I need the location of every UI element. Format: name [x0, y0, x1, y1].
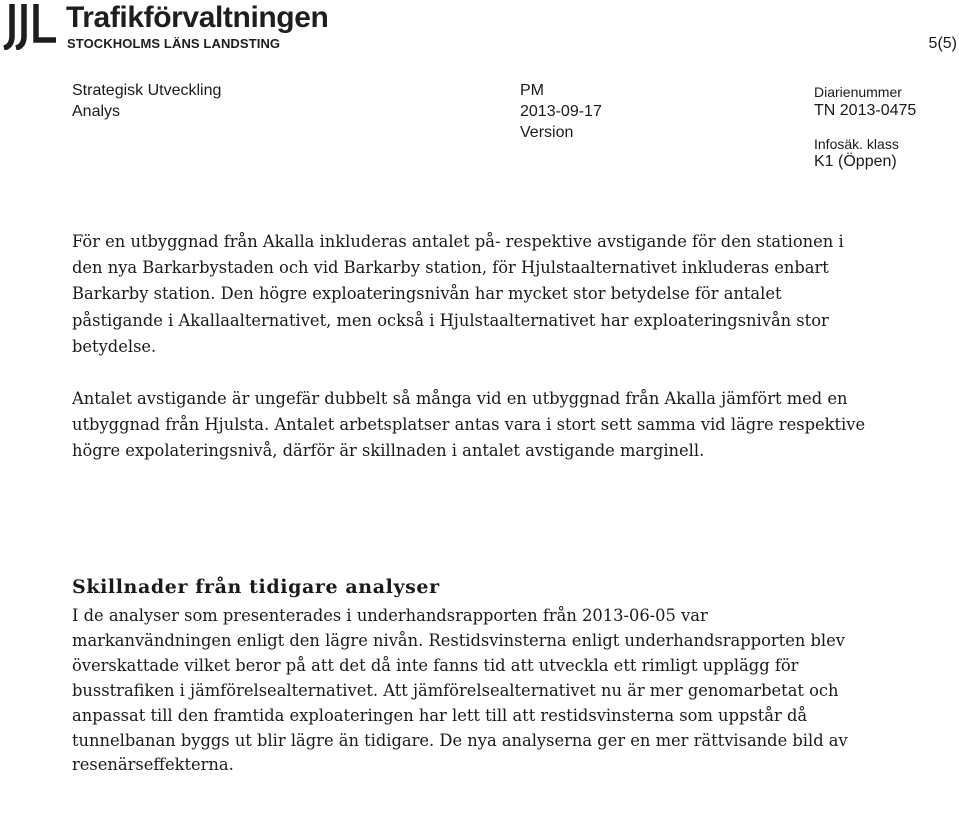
section-paragraph: I de analyser som presenterades i underhandsrapporten från 2013-06-05 var markanvändningen enligt den lägre nivån. Restidsvinsterna enligt underhandsrapporten blev överskattade vilket beror på att det då inte fanns tid att utveckla ett rimligt upplägg för busstrafiken i jämförelsealternativet. Att jämförelsealternativet nu är mer genomarbetat och anpassat till den framtida exploateringen har lett till att restidsvinsterna som uppstår då tunnelbanan byggs ut blir lägre än tidigare. De nya analyserna ger en mer rättvisande bild av resenärseffekterna. [72, 606, 848, 775]
header-infosak-value: K1 (Öppen) [814, 153, 897, 170]
trafikforvaltningen-logo-icon [2, 2, 58, 50]
header-diarienummer: TN 2013-0475 [814, 102, 917, 119]
header-doc-type: Analys [72, 103, 121, 120]
section-heading: Skillnader från tidigare analyser [72, 576, 440, 598]
paragraph-2: Antalet avstigande är ungefär dubbelt så många vid en utbyggnad från Akalla jämfört med en utbyggnad från Hjulsta. Antalet arbetsplatser antas vara i stort sett samma vid lägre respektive högre expolateringsnivå, därför är skillnaden i antalet avstigande marginell. [72, 389, 866, 461]
header-pm-label: PM [520, 82, 544, 99]
header-version-label: Version [520, 124, 574, 141]
header-diarienummer-label: Diarienummer [814, 84, 902, 100]
logo-name: Trafikförvaltningen [66, 1, 329, 34]
body-text [72, 229, 872, 465]
page-number: 5(5) [928, 35, 957, 52]
header-department: Strategisk Utveckling [72, 82, 222, 99]
organization-logo [0, 0, 330, 54]
header-infosak-label: Infosäk. klass [814, 136, 899, 152]
logo-subtitle: STOCKHOLMS LÄNS LANDSTING [67, 36, 281, 51]
header-date: 2013-09-17 [520, 103, 602, 120]
paragraph-1: För en utbyggnad från Akalla inkluderas antalet på- respektive avstigande för den stationen i den nya Barkarbystaden och vid Barkarby station, för Hjulstaalternativet inkluderas enbart Barkarby station. Den högre exploateringsnivån har mycket stor betydelse för antalet påstigande i Akallaalternativet, men också i Hjulstaalternativet har exploateringsnivån stor betydelse. [72, 232, 844, 356]
